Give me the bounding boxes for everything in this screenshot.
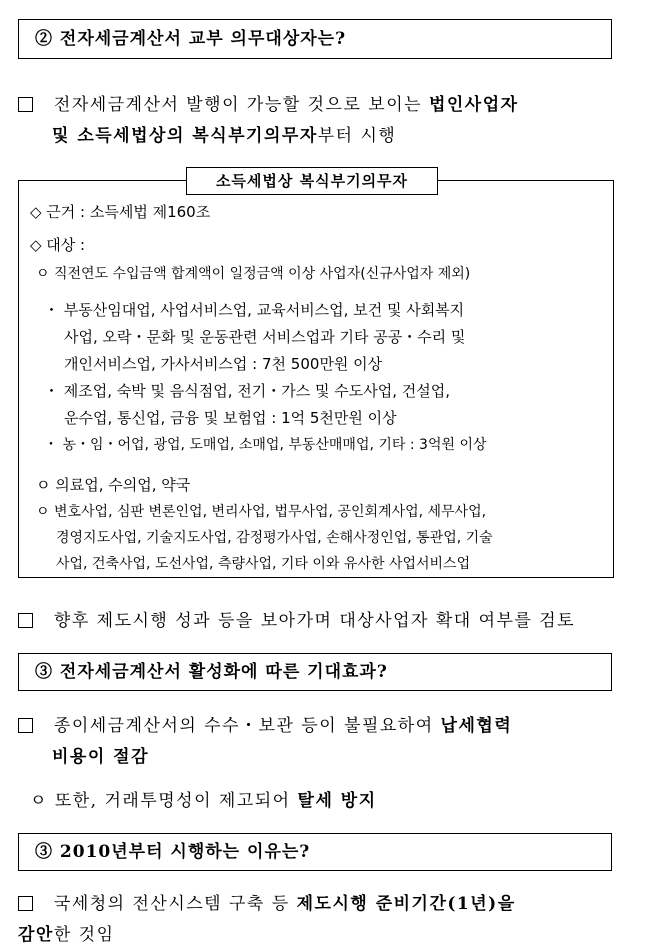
list-item: ・ 농・임・어업, 광업, 도매업, 소매업, 부동산매매업, 기타 : 3억원 이상 [44, 437, 487, 453]
text-line: 전자세금계산서 발행이 가능할 것으로 보이는 [53, 95, 429, 115]
list-item: ・ 제조업, 숙박 및 음식점업, 전기・가스 및 수도사업, 건설업, [44, 382, 450, 400]
paragraph-scope [18, 90, 618, 152]
section-heading-obligation: ② 전자세금계산서 교부 의무대상자는? [18, 19, 612, 59]
text-line: ㅇ 또한, 거래투명성이 제고되어 [30, 791, 298, 811]
checkbox-square-icon [18, 613, 33, 628]
list-item-continuation: 경영지도사업, 기술지도사업, 감정평가사업, 손해사정인업, 통관업, 기술 [56, 530, 493, 546]
emphasis-text: 및 소득세법상의 복식부기의무자 [52, 126, 318, 146]
info-box-title: 소득세법상 복식부기의무자 [186, 167, 438, 195]
list-item: ㅇ 직전연도 수입금액 합계액이 일정금액 이상 사업자(신규사업자 제외) [36, 266, 471, 282]
list-item: ㅇ 변호사업, 심판 변론인업, 변리사업, 법무사업, 공인회계사업, 세무사업, [36, 504, 487, 520]
text-line: 종이세금계산서의 수수・보관 등이 불필요하여 [53, 716, 441, 736]
section-heading-effects: ③ 전자세금계산서 활성화에 따른 기대효과? [18, 653, 612, 691]
emphasis-text: 법인사업자 [428, 95, 519, 115]
emphasis-text: 제도시행 준비기간(1년)을 [296, 894, 516, 914]
list-item: ・ 부동산임대업, 사업서비스업, 교육서비스업, 보건 및 사회복지 [44, 301, 465, 319]
target-line: ◇ 대상 : [30, 236, 86, 254]
checkbox-square-icon [18, 718, 33, 733]
text-line: 한 것임 [53, 925, 115, 945]
list-item-continuation: 개인서비스업, 가사서비스업 : 7천 500만원 이상 [64, 355, 383, 373]
paragraph-effects [18, 711, 618, 773]
text-line: 국세청의 전산시스템 구축 등 [53, 894, 297, 914]
list-item-continuation: 사업, 오락・문화 및 운동관련 서비스업과 기타 공공・수리 및 [64, 328, 466, 346]
sub-paragraph-tax-evasion [30, 786, 630, 817]
section-heading-reason: ③ 2010년부터 시행하는 이유는? [18, 833, 612, 871]
emphasis-text: 비용이 절감 [52, 747, 150, 767]
basis-line: ◇ 근거 : 소득세법 제160조 [30, 203, 211, 221]
text-line: 부터 시행 [317, 126, 397, 146]
checkbox-square-icon [18, 97, 33, 112]
list-item-continuation: 운수업, 통신업, 금융 및 보험업 : 1억 5천만원 이상 [64, 409, 397, 427]
text-line: 향후 제도시행 성과 등을 보아가며 대상사업자 확대 여부를 검토 [53, 611, 576, 631]
list-item-continuation: 사업, 건축사업, 도선사업, 측량사업, 기타 이와 유사한 사업서비스업 [56, 556, 471, 572]
list-item: ㅇ 의료업, 수의업, 약국 [36, 476, 191, 494]
emphasis-text: 납세협력 [440, 716, 513, 736]
checkbox-square-icon [18, 896, 33, 911]
paragraph-review [18, 606, 618, 637]
emphasis-text: 감안 [18, 925, 54, 945]
emphasis-text: 탈세 방지 [297, 791, 377, 811]
paragraph-reason [18, 889, 618, 951]
